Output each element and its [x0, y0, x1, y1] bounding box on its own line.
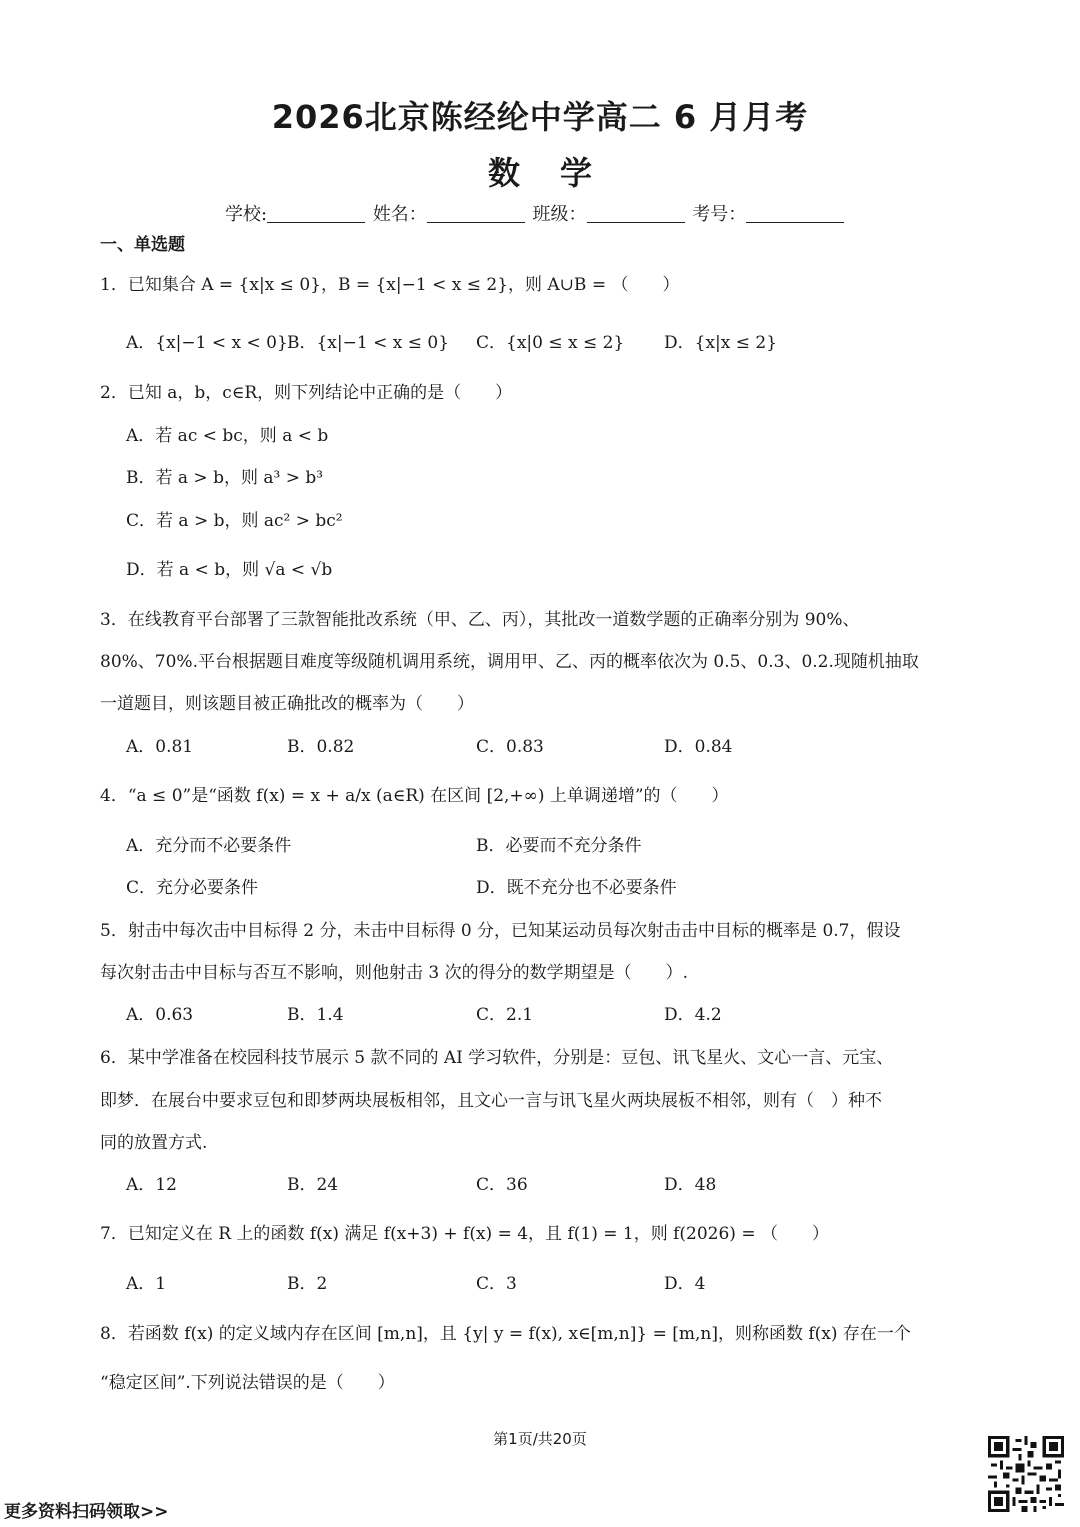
q3-option-d: D．0.84: [664, 737, 733, 757]
question-1-stem: 1．已知集合 A = {x|x ≤ 0}，B = {x|−1 < x ≤ 2}，则 A∪B = （ ）: [100, 275, 680, 295]
q5-option-c: C．2.1: [476, 1005, 534, 1025]
q6-option-d: D．48: [664, 1175, 717, 1195]
exam-title: 2026北京陈经纶中学高二 6 月月考: [271, 98, 809, 136]
q6-option-a: A．12: [126, 1175, 177, 1195]
q4-option-b: B．必要而不充分条件: [476, 836, 642, 856]
q5-option-b: B．1.4: [287, 1005, 344, 1025]
school-label: 学校:: [225, 204, 268, 225]
q5-option-d: D．4.2: [664, 1005, 722, 1025]
number-label: 考号：: [692, 204, 747, 225]
subject-title: 数学: [487, 154, 632, 192]
name-label: 姓名：: [372, 204, 427, 225]
number-blank[interactable]: [746, 204, 844, 223]
q3-option-b: B．0.82: [287, 737, 355, 757]
q4-option-a: A．充分而不必要条件: [126, 836, 292, 856]
question-6-line-1: 6．某中学准备在校园科技节展示 5 款不同的 AI 学习软件，分别是：豆包、讯飞星火、文心一言、元宝、: [100, 1048, 894, 1068]
qr-code-icon: [988, 1436, 1064, 1512]
q1-option-c: C．{x|0 ≤ x ≤ 2}: [476, 333, 625, 353]
q2-option-d: D．若 a < b，则 √a < √b: [126, 560, 333, 580]
class-blank[interactable]: [587, 204, 685, 223]
q3-option-c: C．0.83: [476, 737, 544, 757]
q1-option-a: A．{x|−1 < x < 0}: [126, 333, 288, 353]
class-label: 班级：: [532, 204, 587, 225]
question-2-stem: 2．已知 a，b，c∈R，则下列结论中正确的是（ ）: [100, 383, 513, 403]
q2-option-b: B．若 a > b，则 a³ > b³: [126, 468, 324, 488]
student-info-line: [225, 200, 846, 226]
q2-option-c: C．若 a > b，则 ac² > bc²: [126, 511, 343, 531]
question-5-line-1: 5．射击中每次击中目标得 2 分，未击中目标得 0 分，已知某运动员每次射击击中目标的概率是 0.7，假设: [100, 921, 901, 941]
page-number: 第1页/共20页: [493, 1430, 587, 1448]
question-3-line-2: 80%、70%.平台根据题目难度等级随机调用系统，调用甲、乙、丙的概率依次为 0.5、0.3、0.2.现随机抽取: [100, 652, 919, 672]
q7-option-c: C．3: [476, 1274, 517, 1294]
q5-option-a: A．0.63: [126, 1005, 194, 1025]
question-8-line-1: 8．若函数 f(x) 的定义域内存在区间 [m,n]，且 {y| y = f(x), x∈[m,n]} = [m,n]，则称函数 f(x) 存在一个: [100, 1324, 911, 1344]
question-7-stem: 7．已知定义在 R 上的函数 f(x) 满足 f(x+3) + f(x) = 4，且 f(1) = 1，则 f(2026) = （ ）: [100, 1224, 829, 1244]
q7-option-a: A．1: [126, 1274, 167, 1294]
q4-option-d: D．既不充分也不必要条件: [476, 878, 677, 898]
question-8-line-2: “稳定区间”.下列说法错误的是（ ）: [100, 1373, 395, 1393]
more-resources-link[interactable]: 更多资料扫码领取>>: [4, 1502, 169, 1522]
q7-option-d: D．4: [664, 1274, 706, 1294]
question-6-line-3: 同的放置方式.: [100, 1133, 208, 1153]
question-6-line-2: 即梦．在展台中要求豆包和即梦两块展板相邻，且文心一言与讯飞星火两块展板不相邻，则有（ ）种不: [100, 1091, 882, 1111]
q6-option-b: B．24: [287, 1175, 339, 1195]
school-blank[interactable]: [267, 204, 365, 223]
q1-option-b: B．{x|−1 < x ≤ 0}: [287, 333, 450, 353]
question-3-line-3: 一道题目，则该题目被正确批改的概率为（ ）: [100, 694, 474, 714]
question-5-line-2: 每次射击击中目标与否互不影响，则他射击 3 次的得分的数学期望是（ ）.: [100, 963, 689, 983]
section-title: 一、单选题: [100, 235, 185, 255]
name-blank[interactable]: [427, 204, 525, 223]
q7-option-b: B．2: [287, 1274, 328, 1294]
question-4-stem: 4．“a ≤ 0”是“函数 f(x) = x + a/x (a∈R) 在区间 [2,+∞) 上单调递增”的（ ）: [100, 786, 729, 806]
q2-option-a: A．若 ac < bc，则 a < b: [126, 426, 329, 446]
q4-option-c: C．充分必要条件: [126, 878, 259, 898]
question-3-line-1: 3．在线教育平台部署了三款智能批改系统（甲、乙、丙），其批改一道数学题的正确率分别为 90%、: [100, 610, 860, 630]
q6-option-c: C．36: [476, 1175, 528, 1195]
q3-option-a: A．0.81: [126, 737, 194, 757]
q1-option-d: D．{x|x ≤ 2}: [664, 333, 778, 353]
